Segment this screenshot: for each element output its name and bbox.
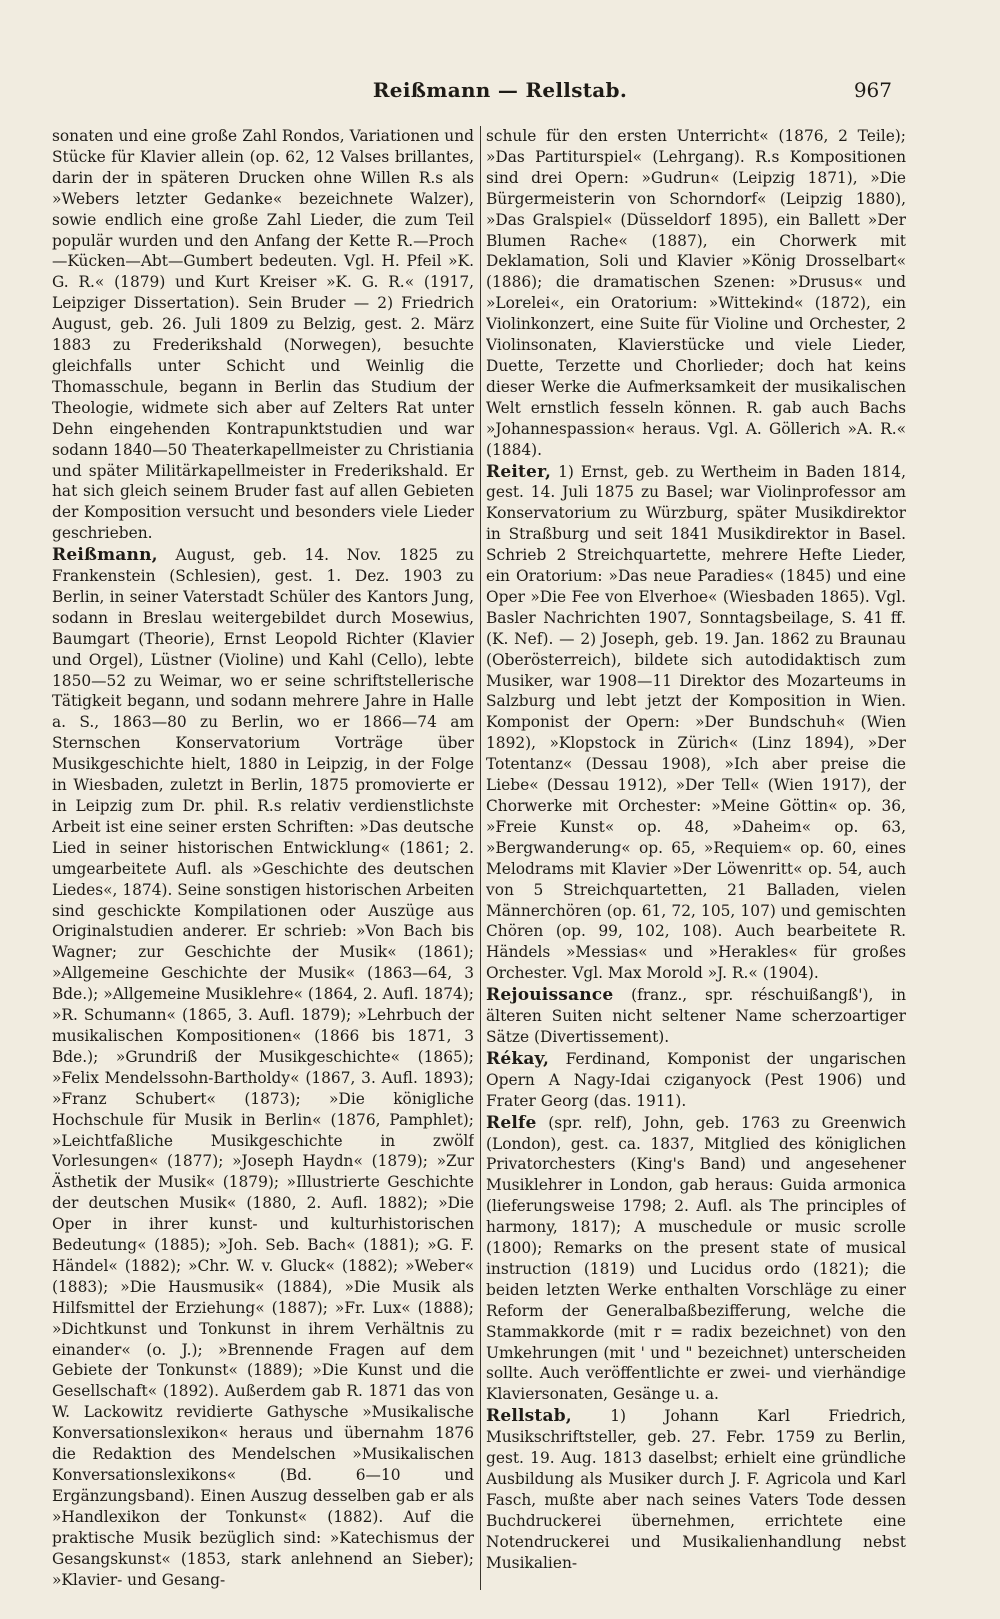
entry-reiter	[486, 462, 906, 985]
header-title: Reißmann — Rellstab.	[372, 78, 628, 102]
entry-rekay	[486, 1049, 906, 1112]
headword: Reiter,	[486, 461, 552, 482]
entry-rejouissance	[486, 985, 906, 1048]
right-column	[486, 126, 906, 1590]
entry-text: (franz., spr. réschuißangß'), in älteren Suiten nicht seltener Name scherzoartiger Sätze (Divertissement).	[486, 986, 906, 1046]
headword: Rejouissance	[486, 985, 614, 1006]
running-header	[0, 78, 1000, 108]
paragraph-continuation: sonaten und eine große Zahl Rondos, Variationen und Stücke für Klavier allein (op. 62, 12 Valses brillantes, darin der in späteren Drucken ohne Willen R.s als »Webers letzter Gedanke« bezeichnete Walzer), sowie endlich eine große Zahl Lieder, die zum Teil populär wurden und den Anfang der Kette R.—Proch—Kücken—Abt—Gumbert bedeuten. Vgl. H. Pfeil »K. G. R.« (1879) und Kurt Kreiser »K. G. R.« (1917, Leipziger Dissertation). Sein Bruder — 2) Friedrich August, geb. 26. Juli 1809 zu Belzig, gest. 2. März 1883 zu Frederikshald (Norwegen), besuchte gleichfalls unter Schicht und Weinlig die Thomasschule, begann in Berlin das Studium der Theologie, widmete sich aber auf Zelters Rat unter Dehn eingehenden Kontrapunktstudien und war sodann 1840—50 Theaterkapellmeister zu Christiania und später Militärkapellmeister in Frederikshald. Er hat sich gleich seinem Bruder fast auf allen Gebieten der Komposition versucht und besonders viele Lieder geschrieben.	[52, 127, 474, 543]
entry-text: Ferdinand, Komponist der ungarischen Opern A Nagy-Idai cziganyock (Pest 1906) und Frater Georg (das. 1911).	[486, 1049, 906, 1110]
left-column	[52, 126, 474, 1590]
entry-text: 1) Johann Karl Friedrich, Musikschriftsteller, geb. 27. Febr. 1759 zu Berlin, gest. 19. Aug. 1813 daselbst; erhielt eine gründliche Ausbildung als Musiker durch J. F. Agricola und Karl Fasch, mußte aber nach seines Vaters Tode dessen Buchdruckerei übernehmen, errichtete eine Notendruckerei und Musikalienhandlung nebst Musikalien-	[486, 1407, 906, 1572]
headword: Relfe	[486, 1112, 537, 1133]
paragraph-continuation: schule für den ersten Unterricht« (1876, 2 Teile); »Das Partiturspiel« (Lehrgang). R.s Kompositionen sind drei Opern: »Gudrun« (Leipzig 1871), »Die Bürgermeisterin von Schorndorf« (Leipzig 1880), »Das Gralspiel« (Düsseldorf 1895), ein Ballett »Der Blumen Rache« (1887), ein Chorwerk mit Deklamation, Soli und Klavier »König Drosselbart« (1886); die dramatischen Szenen: »Drusus« und »Lorelei«, ein Oratorium: »Wittekind« (1872), ein Violinkonzert, eine Suite für Violine und Orchester, 2 Violinsonaten, Klavierstücke und viele Lieder, Duette, Terzette und Chorlieder; doch hat keins dieser Werke die Aufmerksamkeit der musikalischen Welt ernstlich fesseln können. R. gab auch Bachs »Johannespassion« heraus. Vgl. A. Göllerich »A. R.« (1884).	[486, 127, 906, 459]
entry-reissmann	[52, 545, 474, 1590]
headword: Rékay,	[486, 1048, 550, 1069]
column-divider	[480, 126, 481, 1590]
entry-text: (spr. relf), John, geb. 1763 zu Greenwich (London), gest. ca. 1837, Mitglied des königlichen Privatorchesters (King's Band) und angesehener Musiklehrer in London, gab heraus: Guida armonica (lieferungsweise 1798; 2. Aufl. als The principles of harmony, 1817); A muschedule or music scrolle (1800); Remarks on the present state of musical instruction (1819) und Lucidus ordo (1821); die beiden letzten Werke enthalten Vorschläge zu einer Reform der Generalbaßbezifferung, welche die Stammakkorde (mit r = radix bezeichnet) von den Umkehrungen (mit ' und " bezeichnet) unterscheiden sollte. Auch veröffentlichte er zwei- und vierhändige Klaviersonaten, Gesänge u. a.	[486, 1113, 906, 1404]
headword: Reißmann,	[52, 545, 158, 566]
entry-relfe	[486, 1113, 906, 1406]
page-number: 967	[853, 78, 892, 102]
entry-text: August, geb. 14. Nov. 1825 zu Frankenstein (Schlesien), gest. 1. Dez. 1903 zu Berlin, in seiner Vaterstadt Schüler des Kantors Jung, sodann in Breslau weitergebildet durch Mosewius, Baumgart (Theorie), Ernst Leopold Richter (Klavier und Orgel), Lüstner (Violine) und Kahl (Cello), lebte 1850—52 zu Weimar, wo er seine schriftstellerische Tätigkeit begann, und sodann mehrere Jahre in Halle a. S., 1863—80 zu Berlin, wo er 1866—74 am Sternschen Konservatorium Vorträge über Musikgeschichte hielt, 1880 in Leipzig, in der Folge in Wiesbaden, zuletzt in Berlin, 1875 promovierte er in Leipzig zum Dr. phil. R.s relativ verdienstlichste Arbeit ist eine seiner ersten Schriften: »Das deutsche Lied in seiner historischen Entwicklung« (1861; 2. umgearbeitete Aufl. als »Geschichte des deutschen Liedes«, 1874). Seine sonstigen historischen Arbeiten sind geschickte Kompilationen oder Auszüge aus Originalstudien anderer. Er schrieb: »Von Bach bis Wagner; zur Geschichte der Musik« (1861); »Allgemeine Geschichte der Musik« (1863—64, 3 Bde.); »Allgemeine Musiklehre« (1864, 2. Aufl. 1874); »R. Schumann« (1865, 3. Aufl. 1879); »Lehrbuch der musikalischen Kompositionen« (1866 bis 1871, 3 Bde.); »Grundriß der Musikgeschichte« (1865); »Felix Mendelssohn-Bartholdy« (1867, 3. Aufl. 1893); »Franz Schubert« (1873); »Die königliche Hochschule für Musik in Berlin« (1876, Pamphlet); »Leichtfaßliche Musikgeschichte in zwölf Vorlesungen« (1877); »Joseph Haydn« (1879); »Zur Ästhetik der Musik« (1879); »Illustrierte Geschichte der deutschen Musik« (1880, 2. Aufl. 1882); »Die Oper in ihrer kunst- und kulturhistorischen Bedeutung« (1885); »Joh. Seb. Bach« (1881); »G. F. Händel« (1882); »Chr. W. v. Gluck« (1882); »Weber« (1883); »Die Hausmusik« (1884), »Die Musik als Hilfsmittel der Erziehung« (1887); »Fr. Lux« (1888); »Dichtkunst und Tonkunst in ihrem Verhältnis zu einander« (o. J.); »Brennende Fragen auf dem Gebiete der Tonkunst« (1889); »Die Kunst und die Gesellschaft« (1892). Außerdem gab R. 1871 das von W. Lackowitz revidierte Gathysche »Musikalische Konversationslexikon« heraus und übernahm 1876 die Redaktion des Mendelschen »Musikalischen Konversationslexikons« (Bd. 6—10 und Ergänzungsband). Einen Auszug desselben gab er als »Handlexikon der Tonkunst« (1882). Auf die praktische Musik bezüglich sind: »Katechismus der Gesangskunst« (1853, stark anlehnend an Sieber); »Klavier- und Gesang-	[52, 546, 474, 1589]
entry-rellstab	[486, 1406, 906, 1573]
headword: Rellstab,	[486, 1406, 572, 1427]
entry-text: 1) Ernst, geb. zu Wertheim in Baden 1814, gest. 14. Juli 1875 zu Basel; war Violinprofessor am Konservatorium zu Würzburg, später Musikdirektor in Straßburg und seit 1841 Musikdirektor in Basel. Schrieb 2 Streichquartette, mehrere Hefte Lieder, ein Oratorium: »Das neue Paradies« (1845) und eine Oper »Die Fee von Elverhoe« (Wiesbaden 1865). Vgl. Basler Nachrichten 1907, Sonntagsbeilage, S. 41 ff. (K. Nef). — 2) Joseph, geb. 19. Jan. 1862 zu Braunau (Oberösterreich), bildete sich autodidaktisch zum Musiker, war 1908—11 Direktor des Mozarteums in Salzburg und lebt jetzt der Komposition in Wien. Komponist der Opern: »Der Bundschuh« (Wien 1892), »Klopstock in Zürich« (Linz 1894), »Der Totentanz« (Dessau 1908), »Ich aber preise die Liebe« (Dessau 1912), »Der Tell« (Wien 1917), der Chorwerke mit Orchester: »Meine Göttin« op. 36, »Freie Kunst« op. 48, »Daheim« op. 63, »Bergwanderung« op. 65, »Requiem« op. 60, eines Melodrams mit Klavier »Der Löwenritt« op. 54, auch von 5 Streichquartetten, 21 Balladen, vielen Männerchören (op. 61, 72, 105, 107) und gemischten Chören (op. 99, 102, 108). Auch bearbeitete R. Händels »Messias« und »Herakles« für großes Orchester. Vgl. Max Morold »J. R.« (1904).	[486, 462, 906, 983]
